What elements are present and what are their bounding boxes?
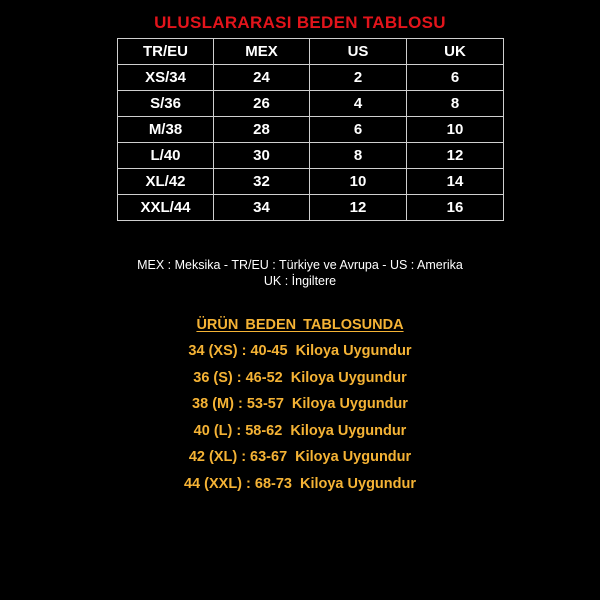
page-title: ULUSLARARASI BEDEN TABLOSU [154,13,446,32]
table-row [118,65,504,91]
header-tr-eu: TR/EU [118,39,214,65]
table-header-row [118,39,504,65]
fit-size-range: 42 (XL) : 63-67 [188,449,288,465]
fit-size-range: 36 (S) : 46-52 [193,370,283,386]
fit-section-title: ÜRÜN BEDEN TABLOSUNDA [196,317,404,333]
fit-label: Kiloya Uygundur [290,423,407,439]
fit-row [0,396,600,412]
fit-label: Kiloya Uygundur [295,343,412,359]
table-cell: 2 [310,65,407,91]
table-row [118,143,504,169]
fit-row [0,370,600,386]
fit-label: Kiloya Uygundur [299,476,416,492]
table-cell: 10 [407,117,504,143]
table-cell: XS/34 [118,65,214,91]
table-cell: 16 [407,195,504,221]
fit-row [0,423,600,439]
table-cell: 8 [407,91,504,117]
fit-row [0,449,600,465]
size-conversion-table [117,38,504,221]
fit-size-range: 34 (XS) : 40-45 [188,343,288,359]
fit-label: Kiloya Uygundur [291,396,408,412]
fit-size-range: 40 (L) : 58-62 [193,423,283,439]
table-cell: 26 [214,91,310,117]
table-row [118,91,504,117]
table-cell: S/36 [118,91,214,117]
table-row [118,195,504,221]
table-cell: 12 [407,143,504,169]
table-cell: 4 [310,91,407,117]
header-uk: UK [407,39,504,65]
legend-line-1: MEX : Meksika - TR/EU : Türkiye ve Avrupa - US : Amerika [137,258,463,272]
table-cell: 28 [214,117,310,143]
table-cell: XXL/44 [118,195,214,221]
table-cell: 32 [214,169,310,195]
header-us: US [310,39,407,65]
table-cell: 6 [310,117,407,143]
fit-label: Kiloya Uygundur [295,449,412,465]
table-cell: 30 [214,143,310,169]
fit-size-range: 44 (XXL) : 68-73 [183,476,292,492]
table-cell: 24 [214,65,310,91]
fit-label: Kiloya Uygundur [290,370,407,386]
table-cell: 34 [214,195,310,221]
table-row [118,169,504,195]
table-row [118,117,504,143]
table-cell: M/38 [118,117,214,143]
table-cell: 8 [310,143,407,169]
fit-size-range: 38 (M) : 53-57 [192,396,284,412]
table-cell: 6 [407,65,504,91]
table-cell: 12 [310,195,407,221]
legend-line-2: UK : İngiltere [263,274,337,288]
table-cell: L/40 [118,143,214,169]
table-cell: XL/42 [118,169,214,195]
table-cell: 14 [407,169,504,195]
fit-row [0,343,600,359]
table-cell: 10 [310,169,407,195]
header-mex: MEX [214,39,310,65]
fit-row [0,476,600,492]
